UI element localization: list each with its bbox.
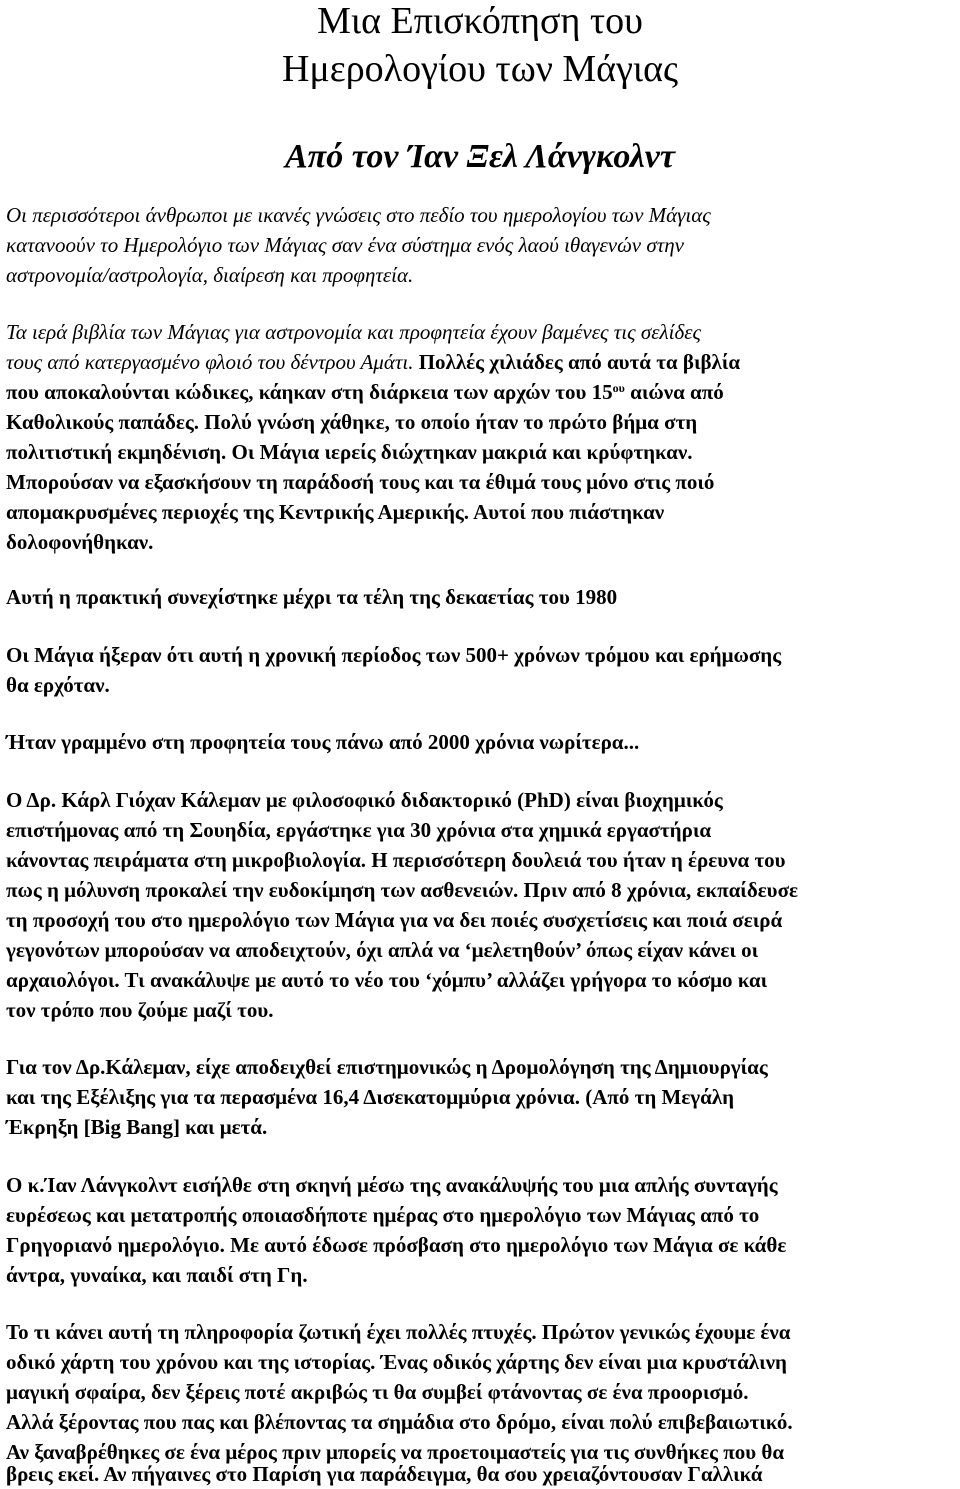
paragraph-7-line: και της Εξέλιξης για τα περασμένα 16,4 Δισεκατομμύρια χρόνια. (Από τη Μεγάλη [6, 1085, 735, 1109]
paragraph-2-line: Τα ιερά βιβλία των Μάγιας για αστρονομία και προφητεία έχουν βαμένες τις σελίδες [6, 320, 702, 344]
paragraph-6-line: τη προσοχή του στο ημερολόγιο των Μάγια για να δει ποιές συσχετίσεις και ποιά σειρά [6, 908, 783, 932]
paragraph-9-line: Αν ξαναβρέθηκες σε ένα μέρος πριν μπορείς να προετοιμαστείς για τις συνθήκες που θα [6, 1440, 785, 1464]
paragraph-7-line: Έκρηξη [Big Bang] και μετά. [6, 1115, 268, 1139]
paragraph-2-italic-segment: τους από κατεργασμένο φλοιό του δέντρου Αμάτι. [6, 350, 414, 374]
author-byline: Από τον Ίαν Ξελ Λάνγκολντ [285, 138, 675, 175]
paragraph-8-line: άντρα, γυναίκα, και παιδί στη Γη. [6, 1263, 308, 1287]
paragraph-7-line: Για τον Δρ.Κάλεμαν, είχε αποδειχθεί επιστημονικώς η Δρομολόγηση της Δημιουργίας [6, 1055, 768, 1079]
paragraph-6-line: πως η μόλυνση προκαλεί την ευδοκίμηση των ασθενειών. Πριν από 8 χρόνια, εκπαίδευσε [6, 878, 798, 902]
paragraph-9-line: μαγική σφαίρα, δεν ξέρεις ποτέ ακριβώς τι θα συμβεί φτάνοντας σε ένα προορισμό. [6, 1380, 749, 1404]
paragraph-8-line: Ο κ.Ίαν Λάνγκολντ εισήλθε στη σκηνή μέσω της ανακάλυψής του μια απλής συνταγής [6, 1173, 778, 1197]
document-title-line-1: Μια Επισκόπηση του [317, 0, 643, 42]
paragraph-6-line: Ο Δρ. Κάρλ Γιόχαν Κάλεμαν με φιλοσοφικό διδακτορικό (PhD) είναι βιοχημικός [6, 788, 723, 812]
paragraph-2-line [6, 377, 724, 407]
paragraph-9-line: Το τι κάνει αυτή τη πληροφορία ζωτική έχει πολλές πτυχές. Πρώτον γενικώς έχουμε ένα [6, 1320, 791, 1344]
paragraph-2-line: απομακρυσμένες περιοχές της Κεντρικής Αμερικής. Αυτοί που πιάστηκαν [6, 500, 665, 524]
paragraph-8-line: Γρηγοριανό ημερολόγιο. Με αυτό έδωσε πρόσβαση στο ημερολόγιο των Μάγια σε κάθε [6, 1233, 787, 1257]
paragraph-9-line: Αλλά ξέροντας που πας και βλέποντας τα σημάδια στο δρόμο, είναι πολύ επιβεβαιωτικό. [6, 1410, 793, 1434]
paragraph-6-line: επιστήμονας από τη Σουηδία, εργάστηκε για 30 χρόνια στα χημικά εργαστήρια [6, 818, 712, 842]
paragraph-9-line: βρεις εκεί. Αν πήγαινες στο Παρίση για παράδειγμα, θα σου χρειαζόντουσαν Γαλλικά [6, 1462, 763, 1486]
paragraph-2-line: δολοφονήθηκαν. [6, 530, 154, 554]
paragraph-2-bold-segment: Πολλές χιλιάδες από αυτά τα βιβλία [413, 350, 741, 374]
paragraph-4-line: Οι Μάγια ήξεραν ότι αυτή η χρονική περίοδος των 500+ χρόνων τρόμου και ερήμωσης [6, 643, 782, 667]
paragraph-2-text-segment: αιώνα από [624, 380, 724, 404]
paragraph-2-line: Μπορούσαν να εξασκήσουν τη παράδοσή τους και τα έθιμά τους μόνο στις ποιό [6, 470, 715, 494]
paragraph-2-text-segment: που αποκαλούνται κώδικες, κάηκαν στη διάρκεια των αρχών του 15 [6, 380, 613, 404]
paragraph-6-line: τον τρόπο που ζούμε μαζί του. [6, 998, 274, 1022]
paragraph-6-line: κάνοντας πειράματα στη μικροβιολογία. Η περισσότερη δουλειά του ήταν η έρευνα του [6, 848, 786, 872]
paragraph-2-line: Καθολικούς παπάδες. Πολύ γνώση χάθηκε, το οποίο ήταν το πρώτο βήμα στη [6, 410, 698, 434]
paragraph-1-line: κατανοούν το Ημερολόγιο των Μάγιας σαν ένα σύστημα ενός λαού ιθαγενών στην [6, 233, 684, 257]
paragraph-5-line: Ήταν γραμμένο στη προφητεία τους πάνω από 2000 χρόνια νωρίτερα... [6, 730, 640, 754]
paragraph-4-line: θα ερχόταν. [6, 673, 110, 697]
paragraph-2-line [6, 347, 740, 377]
ordinal-superscript: ου [612, 381, 625, 395]
paragraph-6-line: αρχαιολόγοι. Τι ανακάλυψε με αυτό το νέο του ‘χόμπυ’ αλλάζει γρήγορα το κόσμο και [6, 968, 768, 992]
paragraph-8-line: ευρέσεως και μετατροπής οποιασδήποτε ημέρας στο ημερολόγιο των Μάγιας από το [6, 1203, 760, 1227]
document-title-line-2: Ημερολογίου των Μάγιας [281, 48, 679, 90]
paragraph-3-line: Αυτή η πρακτική συνεχίστηκε μέχρι τα τέλη της δεκαετίας του 1980 [6, 585, 618, 609]
paragraph-1-line: αστρονομία/αστρολογία, διαίρεση και προφητεία. [6, 263, 414, 287]
paragraph-1-line: Οι περισσότεροι άνθρωποι με ικανές γνώσεις στο πεδίο του ημερολογίου των Μάγιας [6, 203, 711, 227]
paragraph-6-line: γεγονότων μπορούσαν να αποδειχτούν, όχι απλά να ‘μελετηθούν’ όπως είχαν κάνει οι [6, 938, 759, 962]
paragraph-9-line: οδικό χάρτη του χρόνου και της ιστορίας. Ένας οδικός χάρτης δεν είναι μια κρυστάλινη [6, 1350, 787, 1374]
paragraph-2-line: πολιτιστική εκμηδένιση. Οι Μάγια ιερείς διώχτηκαν μακριά και κρύφτηκαν. [6, 440, 693, 464]
